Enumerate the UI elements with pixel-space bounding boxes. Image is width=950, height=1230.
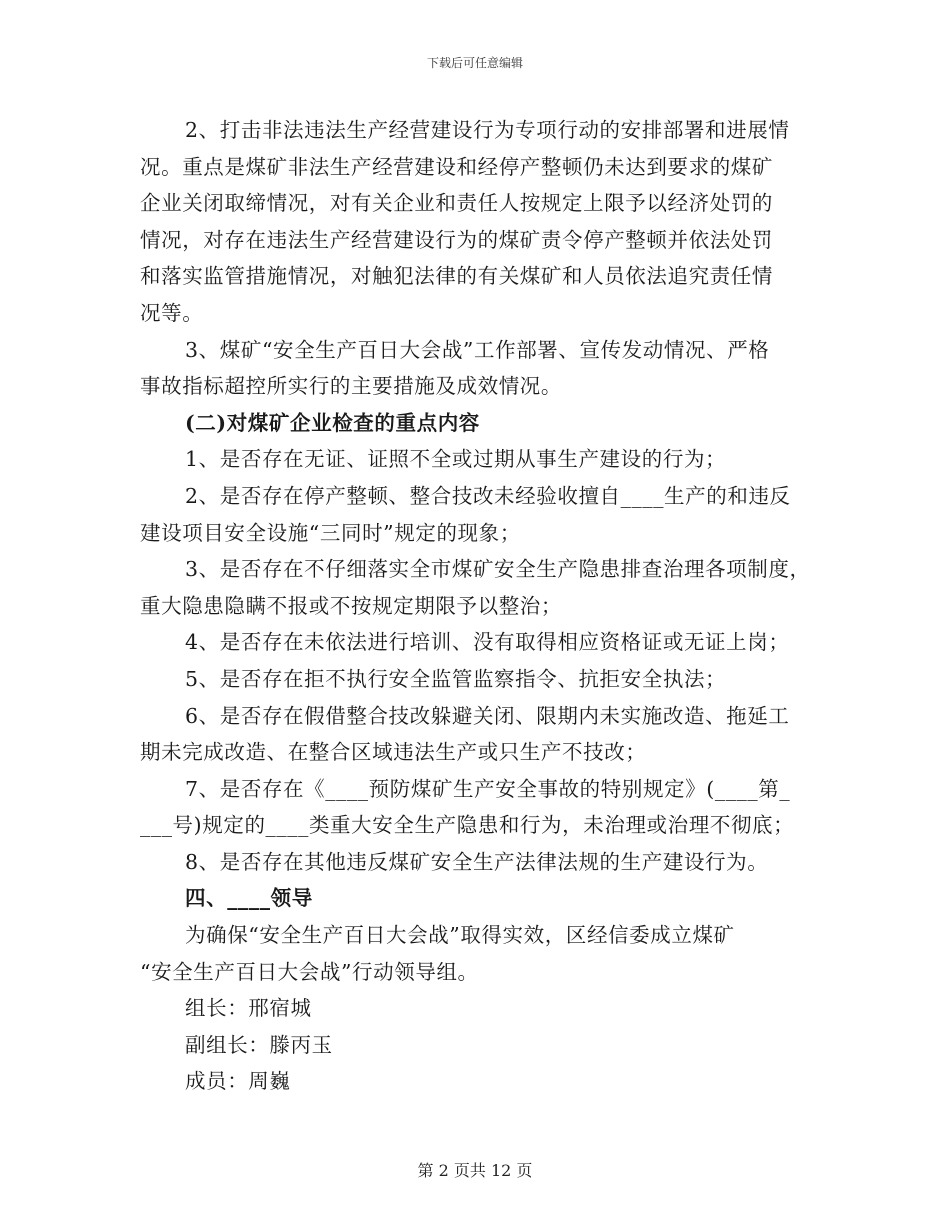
text-line: 副组长：滕丙玉 xyxy=(185,1032,333,1057)
text-line: 况等。 xyxy=(140,300,204,325)
text-line: “安全生产百日大会战”行动领导组。 xyxy=(140,959,479,984)
text-line: 成员：周巍 xyxy=(185,1069,291,1094)
text-line: 建设项目安全设施“三同时”规定的现象； xyxy=(140,520,521,545)
text-line: 事故指标超控所实行的主要措施及成效情况。 xyxy=(140,374,562,399)
text-line: ___号)规定的____类重大安全生产隐患和行为，未治理或治理不彻底； xyxy=(140,813,795,838)
text-line: 为确保“安全生产百日大会战”取得实效，区经信委成立煤矿 xyxy=(185,923,735,948)
text-line: 组长：邢宿城 xyxy=(185,996,312,1021)
text-line: 重大隐患隐瞒不报或不按规定期限予以整治； xyxy=(140,593,562,618)
text-line: 况。重点是煤矿非法生产经营建设和经停产整顿仍未达到要求的煤矿 xyxy=(140,154,773,179)
document-body xyxy=(140,112,811,1100)
header-note: 下载后可任意编辑 xyxy=(426,56,523,70)
section-heading: 四、____领导 xyxy=(185,886,313,911)
text-line: 企业关闭取缔情况，对有关企业和责任人按规定上限予以经济处罚的 xyxy=(140,191,773,216)
text-line: 1、是否存在无证、证照不全或过期从事生产建设的行为； xyxy=(185,447,727,472)
text-line: 4、是否存在未依法进行培训、没有取得相应资格证或无证上岗； xyxy=(185,630,790,655)
page-footer: 第 2 页共 12 页 xyxy=(417,1161,533,1180)
text-line: 5、是否存在拒不执行安全监管监察指令、抗拒安全执法； xyxy=(185,666,727,691)
text-line: 8、是否存在其他违反煤矿安全生产法律法规的生产建设行为。 xyxy=(185,849,769,874)
section-heading: (二)对煤矿企业检查的重点内容 xyxy=(185,410,480,435)
text-line: 期未完成改造、在整合区域违法生产或只生产不技改； xyxy=(140,740,647,765)
text-line: 情况，对存在违法生产经营建设行为的煤矿责令停产整顿并依法处罚 xyxy=(140,227,773,252)
text-line: 3、煤矿“安全生产百日大会战”工作部署、宣传发动情况、严格 xyxy=(185,337,770,362)
text-line: 6、是否存在假借整合技改躲避关闭、限期内未实施改造、拖延工 xyxy=(185,703,790,728)
text-line: 7、是否存在《____预防煤矿生产安全事故的特别规定》(____第_ xyxy=(185,776,791,801)
text-line: 和落实监管措施情况，对触犯法律的有关煤矿和人员依法追究责任情 xyxy=(140,264,773,289)
text-line: 2、打击非法违法生产经营建设行为专项行动的安排部署和进展情 xyxy=(185,118,790,142)
text-line: 2、是否存在停产整顿、整合技改未经验收擅自____生产的和违反 xyxy=(185,483,791,508)
text-line: 3、是否存在不仔细落实全市煤矿安全生产隐患排查治理各项制度， xyxy=(185,557,811,582)
